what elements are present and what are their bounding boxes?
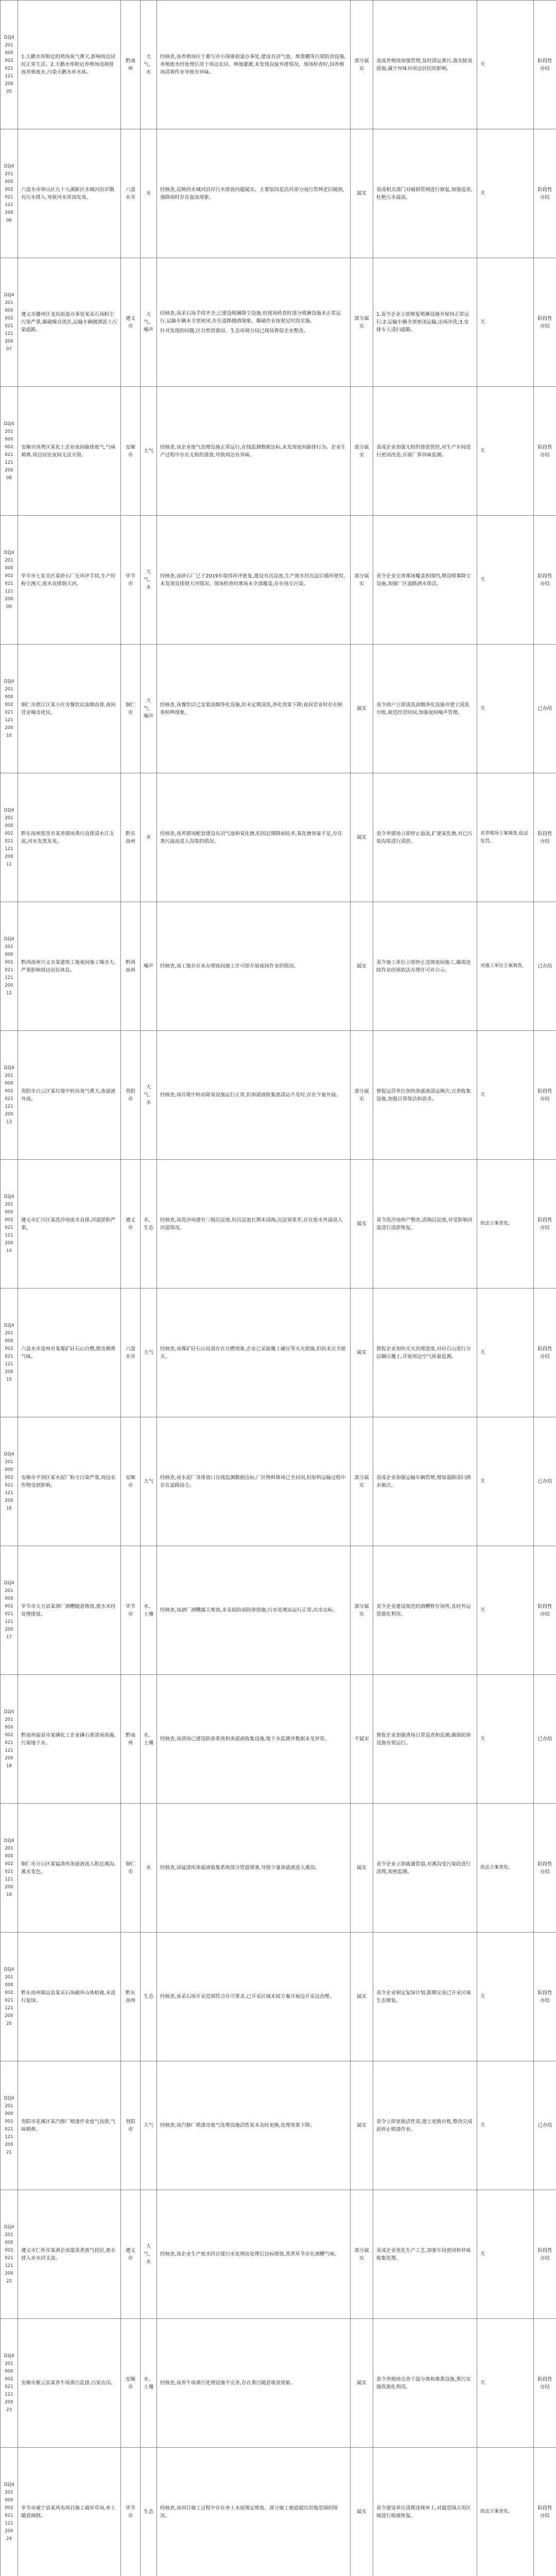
findings-paragraph: 经核查,反映的水城河沿岸污水排放问题属实。主要原因是沿河部分雨污管网老旧破损,强降雨时存在溢流现象。 (160, 187, 344, 200)
findings-paragraph: 经核查,该锰渣库渗滤液收集系统部分管道堵塞,导致少量渗滤液进入溪沟。 (160, 1865, 320, 1871)
verdict-cell: 部分属实 (351, 1417, 373, 1546)
findings-paragraph: 经核查,该养殖场位于都匀市小围寨街道办事处,建设有沼气池、堆粪棚等污染防治设施,养殖废水经处理后用于周边农田、林地灌溉,未发现直接外排情况。现场检查时,因养殖场清粪作业导致有异味。 (160, 54, 346, 75)
pollution-type-cell: 大气、水 (141, 1031, 157, 1160)
case-code-cell: D2J420100000202112120013 (1, 1031, 18, 1160)
findings-cell (157, 1675, 351, 1804)
status-cell: 阶段性办结 (534, 1546, 556, 1675)
table-row (1, 387, 556, 516)
table-row (1, 1289, 556, 1417)
table-row (1, 1933, 556, 2061)
status-cell: 已办结 (534, 2061, 556, 2190)
pollution-type-cell: 水、土壤 (141, 1546, 157, 1675)
accountability-cell: 无 (477, 516, 534, 645)
accountability-cell: 无 (477, 1031, 534, 1160)
table-row (1, 1417, 556, 1546)
issue-cell: 毕节市威宁县某风电项目施工破坏草场,弃土随意倾倒。 (18, 2448, 121, 2576)
verdict-cell: 属实 (351, 645, 373, 773)
accountability-cell: 对养殖场立案调查,依法处罚。 (477, 773, 534, 902)
actions-cell: 责令养猪场立即停止溢流,扩建氧化塘,对已污染沟渠进行清淤。 (373, 773, 477, 902)
issue-cell: 六盘水市盘州市某煤矿矸石山自燃,散发刺鼻气味。 (18, 1289, 121, 1417)
district-cell: 毕节市 (121, 2448, 141, 2576)
case-code-cell: D2J420100000202112120018 (1, 1675, 18, 1804)
status-cell: 阶段性办结 (534, 2190, 556, 2319)
case-code-cell: D2J420100000202112120008 (1, 387, 18, 516)
findings-cell (157, 387, 351, 516)
actions-cell: 责令企业制定复绿计划,限期完成已开采区域生态修复。 (373, 1933, 477, 2061)
findings-paragraph: 经核查,该采石场手续齐全,已建设喷淋降尘设施,但现场检查时部分喷淋设施未正常运行,运输车辆未全部密闭,存在道路抛洒现象。爆破作业按规定时段实施。 (160, 311, 341, 324)
verdict-cell: 部分属实 (351, 2190, 373, 2319)
accountability-cell: 无 (477, 1933, 534, 2061)
district-cell: 六盘水市 (121, 1289, 141, 1417)
status-cell: 阶段性办结 (534, 2448, 556, 2576)
table-row (1, 129, 556, 258)
findings-paragraph: 经核查,该垃圾中转站除臭设施运行正常,但渗滤液收集池清运不及时,存在少量外溢。 (160, 1092, 341, 1098)
findings-cell (157, 2061, 351, 2190)
table-row (1, 2448, 556, 2576)
status-cell: 已办结 (534, 1417, 556, 1546)
verdict-cell: 属实 (351, 1160, 373, 1289)
accountability-cell: 无 (477, 2319, 534, 2448)
accountability-cell: 无 (477, 2190, 534, 2319)
case-code-cell: D2J420100000202112120012 (1, 902, 18, 1031)
pollution-type-cell: 生态 (141, 1933, 157, 2061)
pollution-type-cell: 大气 (141, 387, 157, 516)
accountability-cell: 无 (477, 1, 534, 129)
status-cell: 阶段性办结 (534, 1804, 556, 1933)
issue-cell: 黔西南州兴义市某建筑工地夜间施工噪音大,严重影响周边居民休息。 (18, 902, 121, 1031)
findings-paragraph: 经核查,该汽修厂喷漆房废气处理设施活性炭未及时更换,处理效果下降。 (160, 2123, 315, 2128)
district-cell: 黔南州 (121, 1, 141, 129)
findings-cell (157, 1804, 351, 1933)
issue-cell: 贵阳市白云区某垃圾中转站臭气熏天,渗滤液外流。 (18, 1031, 121, 1160)
verdict-cell: 部分属实 (351, 516, 373, 645)
accountability-cell: 无 (477, 129, 534, 258)
issue-cell: 安顺市平坝区某水泥厂粉尘污染严重,周边农作物受到影响。 (18, 1417, 121, 1546)
pollution-type-cell: 水 (141, 129, 157, 258)
case-code-cell: D2J420100000202112120006 (1, 129, 18, 258)
table-row (1, 773, 556, 902)
district-cell: 黔南州 (121, 1675, 141, 1804)
status-cell: 已办结 (534, 645, 556, 773)
district-cell: 毕节市 (121, 1546, 141, 1675)
accountability-cell: 依法立案查处。 (477, 2448, 534, 2576)
district-cell: 毕节市 (121, 516, 141, 645)
pollution-type-cell: 水 (141, 1804, 157, 1933)
table-row (1, 1675, 556, 1804)
district-cell: 铜仁市 (121, 645, 141, 773)
findings-cell (157, 1160, 351, 1289)
findings-paragraph: 经核查,该砂石厂已于2019年取得环评批复,建设有沉淀池,生产废水经沉淀后循环使用,未发现直排倒天河情况。现场检查时堆场未全部覆盖,存在扬尘污染。 (160, 573, 345, 587)
actions-cell: 责令立即更换活性炭,建立更换台账,整改完成前停止喷漆作业。 (373, 2061, 477, 2190)
pollution-type-cell: 大气、噪声 (141, 258, 157, 387)
district-cell: 安顺市 (121, 1417, 141, 1546)
findings-paragraph: 经核查,该煤矿矸石山局部存在自燃现象,企业已采取覆土碾压等灭火措施,但尚未完全熄灭。 (160, 1346, 346, 1360)
findings-paragraph: 经核查,该养牛场粪污处理设施不完善,存在粪污随意堆放现象。 (160, 2380, 296, 2386)
findings-paragraph: 经核查,该工地存在未办理夜间施工许可即开展夜间作业的情况。 (160, 963, 299, 969)
verdict-cell: 属实 (351, 1933, 373, 2061)
case-code-cell: D2J420100000202112120015 (1, 1289, 18, 1417)
findings-paragraph: 经核查,该项目施工过程中存在弃土未按规定堆放、部分施工便道超出用地范围的情况。 (160, 2505, 338, 2519)
pollution-type-cell: 大气 (141, 1417, 157, 1546)
actions-cell: 责成相关部门对破损管网进行修复,加强巡查,杜绝污水溢流。 (373, 129, 477, 258)
findings-cell (157, 773, 351, 902)
issue-cell: 贵阳市花溪区某汽修厂喷漆作业废气直排,气味刺鼻。 (18, 2061, 121, 2190)
pollution-type-cell: 水 (141, 773, 157, 902)
pollution-type-cell: 大气、水 (141, 2190, 157, 2319)
issue-cell: 1.天鹅水库附近的鸡场臭气熏天,影响周边居民正常生活。2.天鹅水库附近养殖场违规排放养殖废水,污染天鹅水库水体。 (18, 1, 121, 129)
issue-cell: 六盘水市钟山区九十九湖新区水城河沿岸偶有污水排入,导致河水浑浊发臭。 (18, 129, 121, 258)
verdict-cell: 属实 (351, 1289, 373, 1417)
case-code-cell: D2J420100000202112120020 (1, 1933, 18, 2061)
status-cell: 阶段性办结 (534, 1031, 556, 1160)
verdict-cell: 部分属实 (351, 258, 373, 387)
status-cell: 已办结 (534, 1675, 556, 1804)
actions-cell: 督促企业加强渣场日常巡查和监测,确保防渗设施有效运行。 (373, 1675, 477, 1804)
district-cell: 安顺市 (121, 387, 141, 516)
verdict-cell: 不属实 (351, 1675, 373, 1804)
actions-cell: 督促企业加快灭火治理进度,对矸石山进行分层碾压覆土,开展周边空气质量监测。 (373, 1289, 477, 1417)
actions-cell: 责成企业加强无组织排放管控,对生产车间进行密闭改造,开展厂界异味监测。 (373, 387, 477, 516)
findings-cell (157, 2319, 351, 2448)
findings-cell (157, 1546, 351, 1675)
pollution-type-cell: 水、土壤 (141, 1675, 157, 1804)
district-cell: 贵阳市 (121, 2061, 141, 2190)
case-code-cell: D2J420100000202112120024 (1, 2448, 18, 2576)
table-row (1, 645, 556, 773)
accountability-cell: 无 (477, 1675, 534, 1804)
accountability-cell: 依法立案查处。 (477, 1160, 534, 1289)
issue-cell: 安顺市西秀区某化工企业夜间偷排废气,气味刺鼻,周边居民夜间无法开窗。 (18, 387, 121, 516)
pollution-type-cell: 大气 (141, 2061, 157, 2190)
case-code-cell: D2J420100000202112120019 (1, 1804, 18, 1933)
findings-cell (157, 1, 351, 129)
actions-cell: 责令商户立即清洗油烟净化设施并建立清洗台账,规范经营时间,加强夜间噪声管理。 (373, 645, 477, 773)
verdict-cell: 属实 (351, 773, 373, 902)
findings-cell (157, 645, 351, 773)
table-row (1, 1546, 556, 1675)
pollution-type-cell: 噪声 (141, 902, 157, 1031)
pollution-type-cell: 大气、水 (141, 1, 157, 129)
findings-cell (157, 1417, 351, 1546)
findings-cell (157, 2190, 351, 2319)
case-code-cell: D2J420100000202112120022 (1, 2190, 18, 2319)
table-body (1, 1, 556, 2576)
status-cell: 阶段性办结 (534, 773, 556, 902)
district-cell: 铜仁市 (121, 1804, 141, 1933)
accountability-cell: 无 (477, 1289, 534, 1417)
pollution-type-cell: 大气、噪声 (141, 645, 157, 773)
table-row (1, 902, 556, 1031)
district-cell: 遵义市 (121, 1160, 141, 1289)
case-code-cell: D2J420100000202112120011 (1, 773, 18, 902)
actions-cell: 责令企业立即疏通管道,对溪沟受污染段进行清理,加密监测。 (373, 1804, 477, 1933)
findings-paragraph: 经核查,该餐饮店已安装油烟净化设施,但未定期清洗,净化效果下降;夜间营业时存在顾客喧哗现象。 (160, 702, 343, 716)
findings-cell (157, 129, 351, 258)
findings-paragraph: 经核查,该水泥厂各排放口在线监测数据达标,厂区物料堆场已全封闭,但原料运输过程中存在道路扬尘。 (160, 1475, 346, 1488)
case-code-cell: D2J420100000202112120017 (1, 1546, 18, 1675)
accountability-cell: 依法立案查处。 (477, 1804, 534, 1933)
actions-cell: 责令建设单位清理违规弃土,对超范围占用区域进行植被恢复。 (373, 2448, 477, 2576)
status-cell: 阶段性办结 (534, 516, 556, 645)
actions-cell: 责成企业优化生产工艺,加强车间密闭和异味收集处理。 (373, 2190, 477, 2319)
verdict-cell: 部分属实 (351, 1546, 373, 1675)
accountability-cell: 对施工单位立案调查。 (477, 902, 534, 1031)
district-cell: 遵义市 (121, 2190, 141, 2319)
issue-cell: 黔东南州凯里市某养猪场粪污直排清水江支流,河水发黑发臭。 (18, 773, 121, 902)
status-cell: 阶段性办结 (534, 2319, 556, 2448)
actions-cell: 责令养殖场完善干湿分离和堆粪设施,粪污实施资源化利用。 (373, 2319, 477, 2448)
status-cell: 阶段性办结 (534, 129, 556, 258)
issue-cell: 遵义市仁怀市某酒企高粱蒸煮废气扰民,废水排入赤水河支流。 (18, 2190, 121, 2319)
findings-paragraph: 经核查,该洗沙场建有三级沉淀池,但沉淀池长期未清掏,沉淀效果差,存在废水外溢进入河道情况。 (160, 1217, 343, 1231)
status-cell: 阶段性办结 (534, 1, 556, 129)
district-cell: 遵义市 (121, 258, 141, 387)
actions-cell: 责令企业建设规范的酒糟暂存场所,及时外运资源化利用。 (373, 1546, 477, 1675)
pollution-type-cell: 水、生态 (141, 1160, 157, 1289)
accountability-cell: 无 (477, 258, 534, 387)
findings-cell (157, 1031, 351, 1160)
findings-cell (157, 2448, 351, 2576)
issue-cell: 安顺市紫云县某养牛场粪污乱排,污染农田。 (18, 2319, 121, 2448)
issue-cell: 遵义市播州区龙坑街道办事处某采石场粉尘污染严重,爆破噪音扰民,运输车辆抛洒泥土污染道路。 (18, 258, 121, 387)
table-row (1, 2319, 556, 2448)
case-code-cell: D2J420100000202112120005 (1, 1, 18, 129)
pollution-type-cell: 水、土壤 (141, 2319, 157, 2448)
actions-cell: 督促运营单位加快渗滤液清运频次,完善收集设施,加强日常保洁和消杀。 (373, 1031, 477, 1160)
table-row (1, 1, 556, 129)
actions-cell: 责成养殖场加强管理,及时清运粪污,落实除臭措施,减少异味对周边居民的影响。 (373, 1, 477, 129)
issue-cell: 黔东南州镇远县某采石场破坏山体植被,未进行复绿。 (18, 1933, 121, 2061)
findings-paragraph: 经核查,该养猪场配套建设有沼气池和氧化塘,但因近期降雨较多,氧化塘容量不足,存在粪污溢流进入沟渠的情况。 (160, 831, 343, 844)
findings-paragraph: 经核查,该企业生产废水经自建污水处理站处理后达标排放,蒸煮环节存在酒糟气味。 (160, 2251, 340, 2257)
table-row (1, 2061, 556, 2190)
verdict-cell: 属实 (351, 2448, 373, 2576)
actions-cell: 责令企业完善堆场覆盖和围挡,增设喷雾降尘设施,加强厂区道路洒水保洁。 (373, 516, 477, 645)
case-code-cell: D2J420100000202112120010 (1, 645, 18, 773)
status-cell: 阶段性办结 (534, 258, 556, 387)
verdict-cell: 部分属实 (351, 387, 373, 516)
table-row (1, 516, 556, 645)
findings-cell (157, 902, 351, 1031)
accountability-cell: 无 (477, 387, 534, 516)
verdict-cell: 属实 (351, 1804, 373, 1933)
issue-cell: 毕节市七星关区某砂石厂无环评手续,生产时粉尘漫天,废水直排倒天河。 (18, 516, 121, 645)
table-row (1, 1160, 556, 1289)
findings-cell (157, 1933, 351, 2061)
district-cell: 安顺市 (121, 2319, 141, 2448)
case-code-cell: D2J420100000202112120007 (1, 258, 18, 387)
pollution-type-cell: 大气、水 (141, 516, 157, 645)
actions-cell: 责令洗沙场停产整改,清掏沉淀池,对受影响河道进行清淤恢复。 (373, 1160, 477, 1289)
findings-paragraph: 经核查,该酒厂酒糟露天堆放,未采取防雨防渗措施;污水处理站运行正常,出水达标。 (160, 1607, 338, 1613)
findings-cell (157, 258, 351, 387)
accountability-cell: 无 (477, 645, 534, 773)
verdict-cell: 属实 (351, 902, 373, 1031)
case-code-cell: D2J420100000202112120014 (1, 1160, 18, 1289)
status-cell: 阶段性办结 (534, 1160, 556, 1289)
issue-cell: 遵义市汇川区某洗沙场废水直排,河道淤积严重。 (18, 1160, 121, 1289)
actions-cell: 责成企业加强运输车辆管理,增加道路清扫洒水频次。 (373, 1417, 477, 1546)
issue-cell: 黔南州福泉市某磷化工企业磷石膏渣场渗漏,污染地下水。 (18, 1675, 121, 1804)
case-code-cell: D2J420100000202112120016 (1, 1417, 18, 1546)
district-cell: 黔西南州 (121, 902, 141, 1031)
district-cell: 贵阳市 (121, 1031, 141, 1160)
table-row (1, 1031, 556, 1160)
case-code-cell: D2J420100000202112120009 (1, 516, 18, 645)
table-row (1, 258, 556, 387)
pollution-type-cell: 大气 (141, 1289, 157, 1417)
case-code-cell: D2J420100000202112120023 (1, 2319, 18, 2448)
status-cell: 阶段性办结 (534, 1933, 556, 2061)
verdict-cell: 属实 (351, 129, 373, 258)
actions-cell: 1.责令企业立即修复喷淋设施并保持正常运行;2.运输车辆全部密闭运输,出场冲洗;3.安排专人清扫道路。 (373, 258, 477, 387)
verdict-cell: 属实 (351, 2061, 373, 2190)
table-row (1, 2190, 556, 2319)
issue-cell: 毕节市大方县某酒厂酒糟随意堆放,废水未经处理排放。 (18, 1546, 121, 1675)
findings-cell (157, 516, 351, 645)
verdict-cell: 部分属实 (351, 1031, 373, 1160)
status-cell: 阶段性办结 (534, 1289, 556, 1417)
findings-cell (157, 1289, 351, 1417)
actions-cell: 责令施工单位立即停止违规夜间施工,确需连续作业的须依法办理许可并公示。 (373, 902, 477, 1031)
accountability-cell: 无 (477, 1417, 534, 1546)
issue-cell: 铜仁市碧江区某小区旁餐饮店油烟直排,夜间营业噪音扰民。 (18, 645, 121, 773)
findings-paragraph: 经核查,该渣场已建设防渗系统和渗滤液收集设施,地下水监测井数据未见异常。 (160, 1736, 330, 1742)
district-cell: 黔东南州 (121, 1933, 141, 2061)
verdict-cell: 属实 (351, 2319, 373, 2448)
status-cell: 阶段性办结 (534, 387, 556, 516)
table-row (1, 1804, 556, 1933)
findings-paragraph: 经核查,该企业废气治理设施正常运行,在线监测数据达标,未发现夜间偷排行为。企业生产过程中存在无组织排放,导致周边有异味。 (160, 444, 346, 458)
findings-paragraph: 针对发现的问题,区自然资源局、生态环境分局已现场督促企业整改。 (160, 328, 309, 334)
case-code-cell: D2J420100000202112120021 (1, 2061, 18, 2190)
district-cell: 黔东南州 (121, 773, 141, 902)
verdict-cell: 部分属实 (351, 1, 373, 129)
status-cell: 已办结 (534, 902, 556, 1031)
accountability-cell: 无 (477, 2061, 534, 2190)
accountability-cell: 无 (477, 1546, 534, 1675)
district-cell: 六盘水市 (121, 129, 141, 258)
issue-cell: 铜仁市万山区某锰渣库渗滤液流入附近溪沟,溪水变色。 (18, 1804, 121, 1933)
pollution-type-cell: 生态 (141, 2448, 157, 2576)
findings-paragraph: 经核查,该采石场开采范围符合许可要求,已开采区域未按方案开展边开采边治理。 (160, 1994, 335, 1999)
